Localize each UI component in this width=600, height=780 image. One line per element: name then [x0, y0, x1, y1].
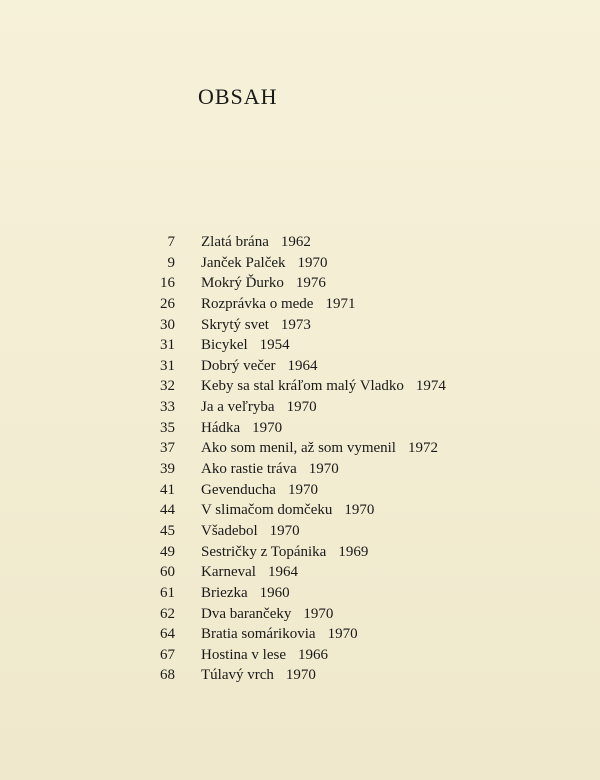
toc-entry [0, 315, 600, 336]
toc-title-text: Karneval [201, 564, 256, 581]
toc-entry [0, 624, 600, 645]
toc-year: 1964 [267, 564, 298, 581]
toc-page-number: 41 [160, 481, 175, 498]
toc-title-text: Skrytý svet [201, 316, 269, 333]
toc-title [201, 418, 282, 439]
toc-year: 1962 [280, 234, 311, 250]
toc-year: 1970 [297, 254, 328, 271]
toc-page-number: 67 [160, 646, 175, 663]
toc-title [201, 273, 326, 294]
toc-page-number: 60 [160, 564, 175, 581]
toc-title [201, 500, 374, 521]
toc-entry [0, 232, 600, 253]
toc-entry [0, 665, 600, 686]
toc-entry [0, 356, 600, 377]
toc-year: 1974 [415, 378, 446, 395]
toc-page-number: 37 [160, 440, 175, 457]
toc-title [201, 438, 438, 459]
toc-year: 1970 [308, 461, 339, 478]
toc-year: 1971 [325, 295, 356, 312]
toc-year: 1964 [287, 357, 318, 374]
toc-title [201, 480, 318, 501]
toc-title [201, 335, 290, 356]
toc-title [201, 521, 300, 542]
toc-page-number: 7 [167, 234, 175, 250]
toc-page-number: 30 [160, 316, 175, 333]
toc-year: 1970 [269, 522, 300, 539]
toc-title [201, 315, 311, 336]
toc-entry [0, 500, 600, 521]
toc-title [201, 542, 368, 563]
toc-title-text: Bicykel [201, 337, 248, 354]
toc-title-text: Briezka [201, 584, 248, 601]
toc-title-text: Dobrý večer [201, 357, 276, 374]
toc-title [201, 665, 316, 686]
toc-year: 1972 [407, 440, 438, 457]
toc-entry [0, 376, 600, 397]
toc-title-text: Ako rastie tráva [201, 461, 297, 478]
toc-title [201, 294, 355, 315]
toc-page-number: 45 [160, 522, 175, 539]
toc-entry [0, 397, 600, 418]
toc-year: 1960 [259, 584, 290, 601]
toc-title-text: Všadebol [201, 522, 258, 539]
toc-entry [0, 562, 600, 583]
toc-title-text: Bratia somárikovia [201, 626, 316, 643]
toc-entry [0, 418, 600, 439]
toc-page-number: 35 [160, 419, 175, 436]
toc-title [201, 624, 358, 645]
toc-title [201, 253, 328, 274]
table-of-contents [0, 232, 600, 686]
toc-title-text: Zlatá brána [201, 234, 269, 250]
toc-title [201, 645, 328, 666]
toc-year: 1970 [287, 481, 318, 498]
toc-title-text: Mokrý Ďurko [201, 275, 284, 292]
toc-entry [0, 438, 600, 459]
toc-page-number: 32 [160, 378, 175, 395]
toc-year: 1954 [259, 337, 290, 354]
toc-title [201, 232, 311, 253]
toc-title-text: Rozprávka o mede [201, 295, 314, 312]
toc-title-text: Ja a veľryba [201, 399, 275, 416]
toc-year: 1970 [285, 667, 316, 684]
toc-title [201, 397, 317, 418]
toc-year: 1970 [303, 605, 334, 622]
toc-entry [0, 583, 600, 604]
toc-title-text: Keby sa stal kráľom malý Vladko [201, 378, 404, 395]
toc-page-number: 26 [160, 295, 175, 312]
toc-title [201, 459, 339, 480]
toc-entry [0, 459, 600, 480]
toc-entry [0, 273, 600, 294]
toc-title-text: Dva barančeky [201, 605, 292, 622]
toc-title-text: Hostina v lese [201, 646, 286, 663]
toc-year: 1969 [338, 543, 369, 560]
toc-title [201, 562, 298, 583]
toc-year: 1973 [280, 316, 311, 333]
toc-title-text: Gevenducha [201, 481, 276, 498]
toc-title-text: Ako som menil, až som vymenil [201, 440, 396, 457]
toc-page-number: 16 [160, 275, 175, 292]
toc-title [201, 356, 318, 377]
toc-title [201, 604, 333, 625]
toc-year: 1970 [327, 626, 358, 643]
toc-year: 1970 [252, 419, 283, 436]
page-title: OBSAH [198, 84, 278, 109]
toc-entry [0, 335, 600, 356]
toc-page-number: 31 [160, 357, 175, 374]
toc-page-number: 31 [160, 337, 175, 354]
toc-page-number: 39 [160, 461, 175, 478]
toc-page-number: 68 [160, 667, 175, 684]
toc-year: 1970 [344, 502, 375, 519]
toc-entry [0, 294, 600, 315]
toc-year: 1976 [295, 275, 326, 292]
toc-entry [0, 542, 600, 563]
toc-entry [0, 521, 600, 542]
toc-page-number: 62 [160, 605, 175, 622]
toc-title [201, 583, 290, 604]
toc-page-number: 44 [160, 502, 175, 519]
toc-page-number: 64 [160, 626, 175, 643]
toc-entry [0, 480, 600, 501]
toc-page-number: 33 [160, 399, 175, 416]
toc-entry [0, 604, 600, 625]
toc-title-text: V slimačom domčeku [201, 502, 333, 519]
toc-title-text: Sestričky z Topánika [201, 543, 327, 560]
toc-year: 1966 [297, 646, 328, 663]
toc-title-text: Janček Palček [201, 254, 286, 271]
toc-entry [0, 645, 600, 666]
toc-title [201, 376, 446, 397]
toc-page-number: 49 [160, 543, 175, 560]
toc-page-number: 9 [167, 254, 175, 271]
toc-entry [0, 253, 600, 274]
toc-title-text: Túlavý vrch [201, 667, 274, 684]
toc-page-number: 61 [160, 584, 175, 601]
toc-title-text: Hádka [201, 419, 241, 436]
toc-year: 1970 [286, 399, 317, 416]
